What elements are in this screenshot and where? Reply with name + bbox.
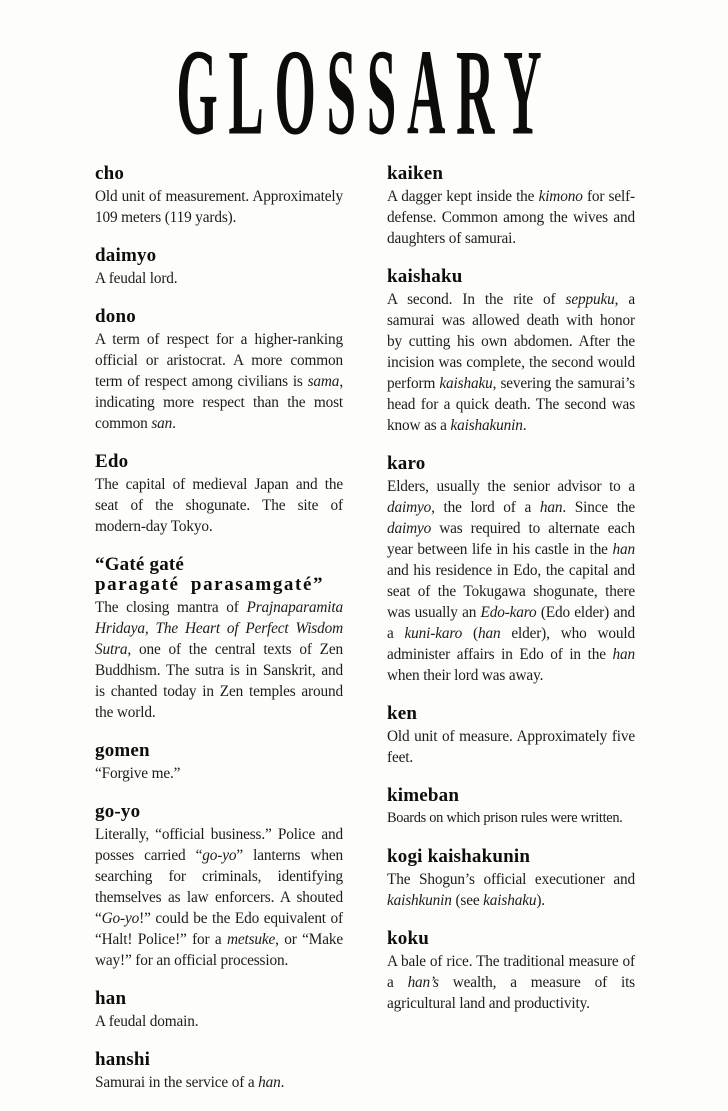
glossary-term-line: kimeban <box>387 785 460 806</box>
glossary-entry <box>387 847 635 911</box>
glossary-term <box>95 164 343 184</box>
glossary-term-line: karo <box>387 453 426 474</box>
glossary-definition: The closing mantra of Prajnaparamita Hridaya, The Heart of Perfect Wisdom Sutra, one of the central texts of Zen Buddhism. The sutra is in Sanskrit, and is chanted today in Zen temples around the world. <box>95 599 343 721</box>
glossary-entry <box>95 452 343 537</box>
glossary-term-line: “Gaté gaté <box>95 554 185 575</box>
glossary-entry <box>387 704 635 768</box>
glossary-entry <box>387 164 635 249</box>
glossary-entry <box>387 454 635 686</box>
glossary-term-line: gomen <box>95 740 150 761</box>
glossary-term <box>387 704 635 724</box>
glossary-term-line: Edo <box>95 451 129 472</box>
glossary-term-line: go-yo <box>95 801 141 822</box>
glossary-entry <box>95 989 343 1032</box>
glossary-column-right <box>387 164 635 1111</box>
glossary-definition: Old unit of measurement. Approximately 109 meters (119 yards). <box>95 188 343 226</box>
glossary-entry <box>387 786 635 829</box>
page-title: GLOSSARY <box>176 26 552 162</box>
glossary-definition: A dagger kept inside the kimono for self-defense. Common among the wives and daughters of samurai. <box>387 188 635 247</box>
glossary-term <box>387 267 635 287</box>
glossary-term <box>95 1050 343 1070</box>
glossary-term-line: paragaté parasamgaté” <box>95 574 325 595</box>
glossary-term <box>95 307 343 327</box>
glossary-definition: The capital of medieval Japan and the seat of the shogunate. The site of modern-day Tokyo. <box>95 476 343 535</box>
glossary-entry <box>95 741 343 784</box>
glossary-definition: A feudal lord. <box>95 270 178 287</box>
glossary-term <box>95 246 343 266</box>
glossary-entry <box>95 1050 343 1093</box>
glossary-term-line: kaiken <box>387 163 444 184</box>
glossary-term-line: kaishaku <box>387 266 463 287</box>
glossary-term-line: daimyo <box>95 245 157 266</box>
glossary-entry <box>95 802 343 971</box>
glossary-entry <box>95 307 343 434</box>
glossary-term-line: han <box>95 988 127 1009</box>
glossary-definition: Samurai in the service of a han. <box>95 1074 285 1091</box>
glossary-entry <box>95 246 343 289</box>
glossary-entry <box>387 267 635 436</box>
glossary-entry <box>387 929 635 1014</box>
page-title-wrap <box>0 26 728 162</box>
glossary-term <box>387 164 635 184</box>
glossary-term <box>95 741 343 761</box>
glossary-definition: A bale of rice. The traditional measure of a han’s wealth, a measure of its agricultural land and productivity. <box>387 953 635 1012</box>
glossary-term <box>387 929 635 949</box>
glossary-term <box>95 802 343 822</box>
glossary-term-line: cho <box>95 163 125 184</box>
glossary-term <box>95 555 343 595</box>
glossary-definition: The Shogun’s official executioner and kaishkunin (see kaishaku). <box>387 871 635 909</box>
glossary-term <box>387 454 635 474</box>
glossary-term-line: ken <box>387 703 418 724</box>
glossary-term-line: kogi kaishakunin <box>387 846 531 867</box>
glossary-term-line: dono <box>95 306 136 327</box>
glossary-definition: Boards on which prison rules were written. <box>387 810 623 826</box>
glossary-columns <box>95 164 635 1111</box>
glossary-definition: Elders, usually the senior advisor to a daimyo, the lord of a han. Since the daimyo was required to alternate each year between life in his castle in the han and his residence in Edo, the capital and seat of the Tokugawa shogunate, there was usually an Edo-karo (Edo elder) and a kuni-karo (han elder), who would administer affairs in Edo of in the han when their lord was away. <box>387 478 635 684</box>
glossary-term <box>387 786 635 806</box>
glossary-definition: “Forgive me.” <box>95 765 181 782</box>
glossary-definition: Old unit of measure. Approximately five feet. <box>387 728 635 766</box>
glossary-definition: A second. In the rite of seppuku, a samurai was allowed death with honor by cutting his own abdomen. After the incision was complete, the second would perform kaishaku, severing the samurai’s head for a quick death. The second was know as a kaishakunin. <box>387 291 635 434</box>
glossary-term <box>95 452 343 472</box>
glossary-term <box>95 989 343 1009</box>
glossary-term-line: hanshi <box>95 1049 151 1070</box>
glossary-definition: A term of respect for a higher-ranking official or aristocrat. A more common term of respect among civilians is sama, indicating more respect than the most common san. <box>95 331 343 432</box>
glossary-term-line: koku <box>387 928 430 949</box>
glossary-column-left <box>95 164 343 1111</box>
glossary-definition: Literally, “official business.” Police and posses carried “go-yo” lanterns when searching for criminals, identifying themselves as law enforcers. A shouted “Go-yo!” could be the Edo equivalent of “Halt! Police!” for a metsuke, or “Make way!” for an official procession. <box>95 826 343 969</box>
glossary-definition: A feudal domain. <box>95 1013 199 1030</box>
glossary-term <box>387 847 635 867</box>
glossary-entry <box>95 555 343 723</box>
glossary-entry <box>95 164 343 228</box>
